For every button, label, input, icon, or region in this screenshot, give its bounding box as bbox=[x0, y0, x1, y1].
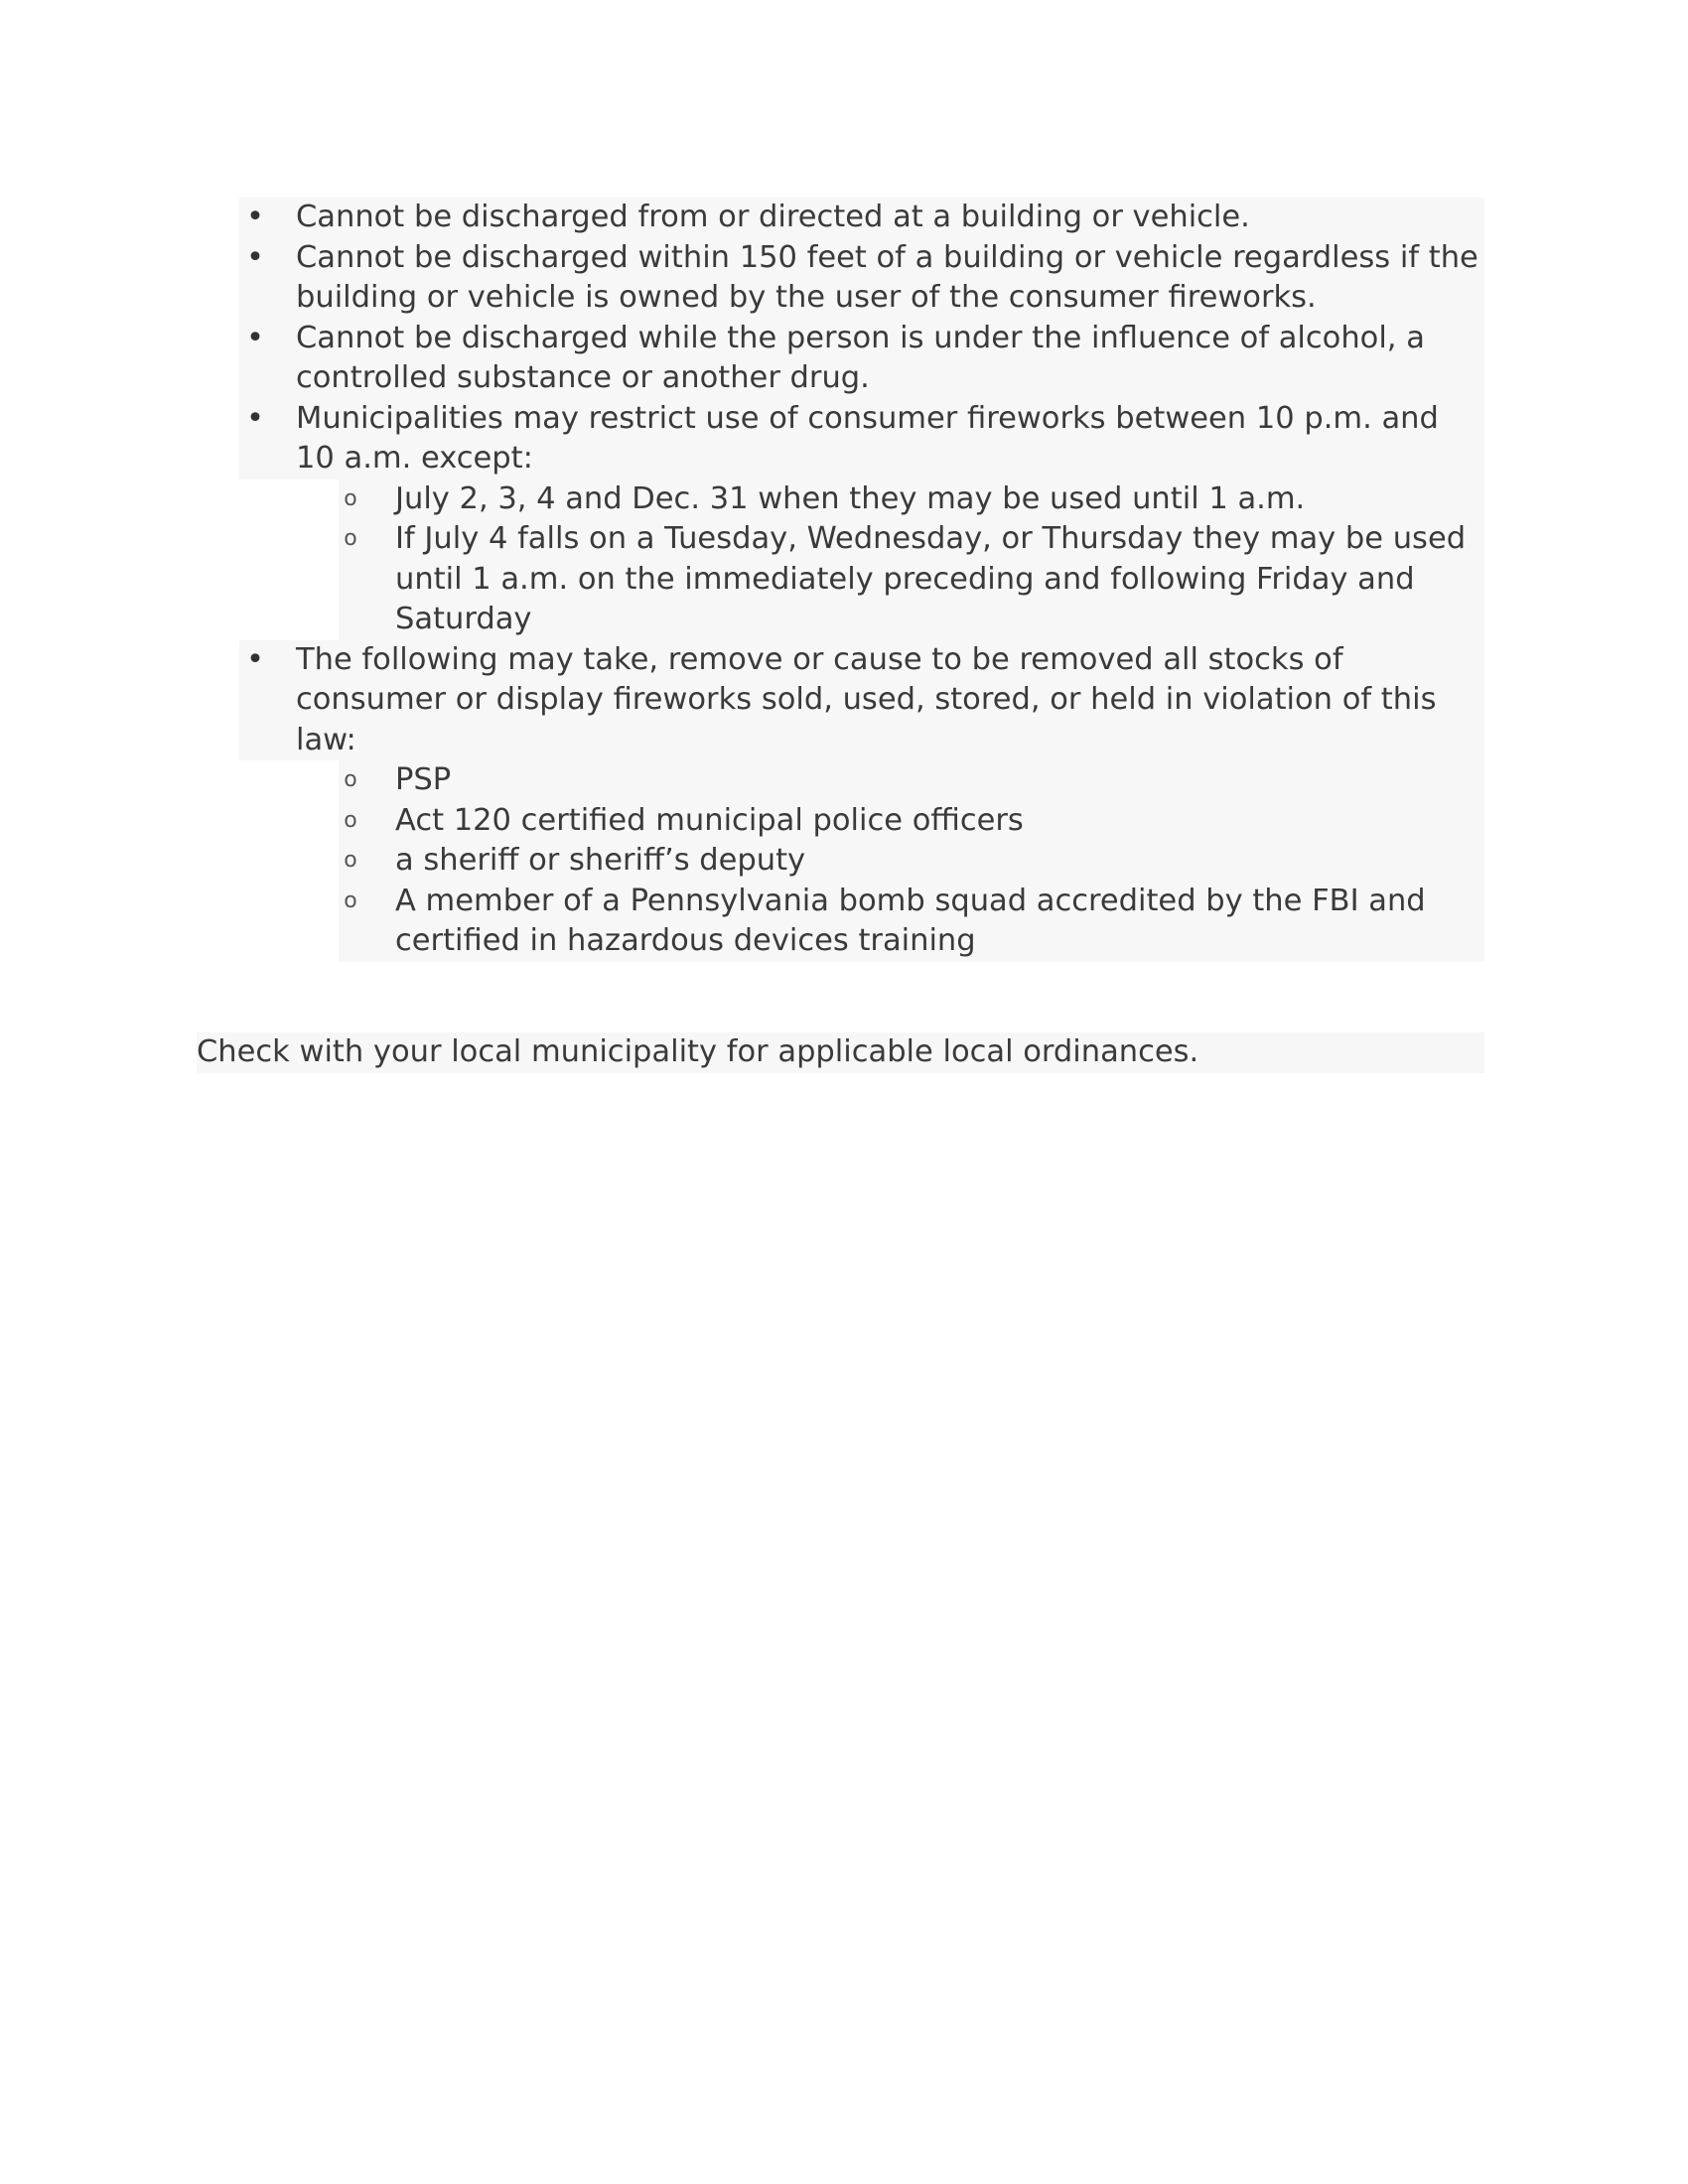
list-item-text: Municipalities may restrict use of consumer fireworks between 10 p.m. and 10 a.m. except: bbox=[296, 400, 1439, 476]
list-item-text: Cannot be discharged from or directed at a building or vehicle. bbox=[296, 200, 1250, 234]
list-item-text: Cannot be discharged while the person is under the influence of alcohol, a controlled substance or another drug. bbox=[296, 320, 1425, 395]
bullet-marker: • bbox=[246, 400, 264, 436]
sublist-item bbox=[339, 519, 1484, 640]
local-ordinance-note: Check with your local municipality for applicable local ordinances. bbox=[197, 1032, 1484, 1073]
list-item bbox=[239, 640, 1484, 761]
list-item bbox=[239, 198, 1484, 238]
sublist-item-text: a sheriff or sheriff’s deputy bbox=[395, 843, 806, 878]
exceptions-sublist bbox=[339, 479, 1484, 640]
list-item bbox=[239, 319, 1484, 399]
bullet-marker: • bbox=[246, 239, 264, 275]
sublist-item bbox=[339, 479, 1484, 520]
list-item bbox=[239, 238, 1484, 319]
sublist-item-text: If July 4 falls on a Tuesday, Wednesday, or Thursday they may be used until 1 a.m. on the immediately preceding and following Friday and Saturday bbox=[395, 521, 1467, 636]
sub-bullet-marker: o bbox=[344, 485, 357, 511]
sublist-item bbox=[339, 841, 1484, 882]
sublist-item-text: July 2, 3, 4 and Dec. 31 when they may be used until 1 a.m. bbox=[395, 480, 1306, 516]
bullet-marker: • bbox=[246, 320, 264, 355]
bullet-marker: • bbox=[246, 200, 264, 234]
sub-bullet-marker: o bbox=[344, 807, 357, 833]
sublist-item-text: PSP bbox=[395, 762, 452, 797]
sub-bullet-marker: o bbox=[344, 848, 357, 873]
list-item-text: Cannot be discharged within 150 feet of a building or vehicle regardless if the building or vehicle is owned by the user of the consumer fireworks. bbox=[296, 239, 1478, 315]
bullet-marker: • bbox=[246, 641, 264, 677]
authorities-sublist bbox=[339, 760, 1484, 962]
sublist-item bbox=[339, 882, 1484, 962]
sub-bullet-marker: o bbox=[344, 887, 357, 913]
list-item-text: The following may take, remove or cause to be removed all stocks of consumer or display fireworks sold, used, stored, or held in violation of this law: bbox=[296, 641, 1437, 757]
rules-list bbox=[239, 198, 1484, 962]
sublist-item bbox=[339, 801, 1484, 842]
sub-bullet-marker: o bbox=[344, 767, 357, 792]
sublist-item-text: Act 120 certified municipal police officers bbox=[395, 802, 1024, 838]
sub-bullet-marker: o bbox=[344, 526, 357, 551]
sublist-item bbox=[339, 760, 1484, 801]
sublist-item-text: A member of a Pennsylvania bomb squad accredited by the FBI and certified in hazardous devices training bbox=[395, 883, 1426, 958]
list-item bbox=[239, 399, 1484, 479]
